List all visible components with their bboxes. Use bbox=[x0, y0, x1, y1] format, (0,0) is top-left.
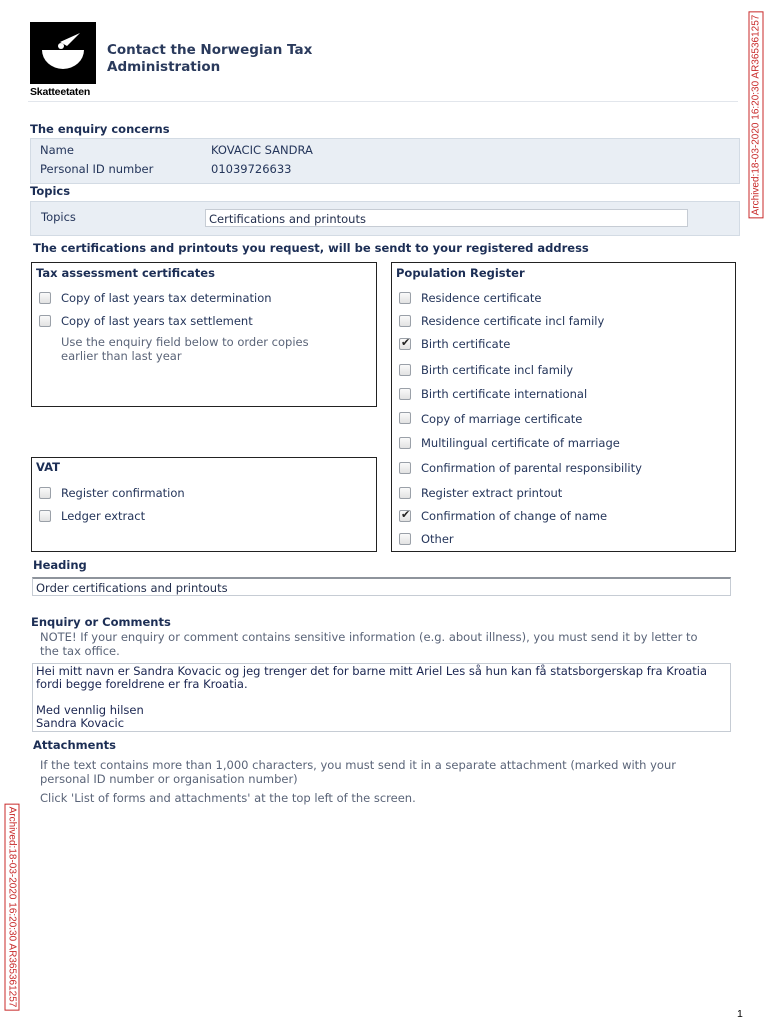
comments-textarea[interactable] bbox=[32, 663, 731, 732]
heading-input[interactable]: Order certifications and printouts bbox=[32, 577, 731, 596]
name-value: KOVACIC SANDRA bbox=[211, 143, 313, 157]
personal-id-label: Personal ID number bbox=[40, 162, 154, 176]
checkbox-parental-responsibility[interactable] bbox=[399, 462, 411, 474]
attachments-hint: Click 'List of forms and attachments' at the top left of the screen. bbox=[40, 791, 416, 805]
archive-stamp-left: Archived:18-03-2020 16:20:30 AR365361257 bbox=[5, 804, 20, 1011]
checkbox-residence-certificate-family[interactable] bbox=[399, 315, 411, 327]
logo-text: Skatteetaten bbox=[30, 86, 91, 98]
enquiry-heading: The enquiry concerns bbox=[30, 122, 170, 136]
checkbox-label: Copy of last years tax determination bbox=[61, 291, 272, 305]
checkbox-multilingual-marriage[interactable] bbox=[399, 437, 411, 449]
checkbox-other[interactable] bbox=[399, 533, 411, 545]
page-title-line1: Contact the Norwegian Tax bbox=[107, 42, 313, 58]
page-title bbox=[107, 42, 367, 76]
attachments-label: Attachments bbox=[33, 738, 116, 752]
checkbox-tax-settlement[interactable] bbox=[39, 315, 51, 327]
checkbox-marriage-certificate[interactable] bbox=[399, 412, 411, 424]
vat-title: VAT bbox=[36, 460, 60, 474]
checkbox-label: Copy of last years tax settlement bbox=[61, 314, 253, 328]
note-line: NOTE! If your enquiry or comment contains sensitive information (e.g. about illness), you must send it by letter to bbox=[40, 630, 698, 644]
logo-emblem-icon bbox=[30, 22, 96, 84]
comment-line: Sandra Kovacic bbox=[36, 716, 125, 730]
topics-select[interactable]: Certifications and printouts bbox=[205, 209, 688, 227]
checkbox-label: Residence certificate bbox=[421, 291, 542, 305]
certifications-notice: The certifications and printouts you request, will be sendt to your registered address bbox=[33, 241, 589, 255]
topics-label: Topics bbox=[41, 210, 76, 224]
tax-assessment-note bbox=[61, 336, 309, 363]
checkbox-register-extract[interactable] bbox=[399, 487, 411, 499]
checkbox-label: Copy of marriage certificate bbox=[421, 412, 583, 426]
checkbox-label: Confirmation of change of name bbox=[421, 509, 608, 523]
note-line: earlier than last year bbox=[61, 348, 182, 363]
checkbox-label: Birth certificate international bbox=[421, 387, 588, 401]
checkbox-label: Register extract printout bbox=[421, 486, 563, 500]
checkbox-residence-certificate[interactable] bbox=[399, 292, 411, 304]
note-line: If the text contains more than 1,000 characters, you must send it in a separate attachment (marked with your bbox=[40, 758, 676, 772]
comments-label: Enquiry or Comments bbox=[31, 615, 171, 629]
attachments-note bbox=[40, 759, 676, 786]
checkbox-birth-certificate[interactable] bbox=[399, 338, 411, 350]
checkbox-label: Birth certificate bbox=[421, 337, 511, 351]
name-label: Name bbox=[40, 143, 74, 157]
checkbox-label: Multilingual certificate of marriage bbox=[421, 436, 620, 450]
vat-box bbox=[31, 457, 377, 552]
checkbox-label: Other bbox=[421, 532, 454, 546]
heading-label: Heading bbox=[33, 558, 87, 572]
checkbox-ledger-extract[interactable] bbox=[39, 510, 51, 522]
archive-stamp-right: Archived:18-03-2020 16:20:30 AR365361257 bbox=[749, 12, 764, 219]
checkbox-label: Birth certificate incl family bbox=[421, 363, 574, 377]
note-line: the tax office. bbox=[40, 643, 120, 658]
personal-id-value: 01039726633 bbox=[211, 162, 292, 176]
comment-line: Hei mitt navn er Sandra Kovacic og jeg trenger det for barne mitt Ariel Les så hun kan få statsborgerskap fra Kroatia bbox=[36, 664, 708, 678]
checkbox-label: Ledger extract bbox=[61, 509, 146, 523]
note-line: personal ID number or organisation number) bbox=[40, 771, 298, 786]
note-line: Use the enquiry field below to order copies bbox=[61, 335, 309, 349]
comment-line: Med vennlig hilsen bbox=[36, 703, 144, 717]
header-divider bbox=[28, 101, 738, 102]
checkbox-label: Residence certificate incl family bbox=[421, 314, 605, 328]
page-number: 1 bbox=[737, 1008, 743, 1020]
comments-note bbox=[40, 631, 698, 658]
checkbox-register-confirmation[interactable] bbox=[39, 487, 51, 499]
page-title-line2: Administration bbox=[107, 59, 221, 75]
checkbox-birth-certificate-family[interactable] bbox=[399, 364, 411, 376]
comment-line: fordi begge foreldrene er fra Kroatia. bbox=[36, 677, 248, 691]
tax-assessment-title: Tax assessment certificates bbox=[36, 266, 215, 280]
checkbox-label: Confirmation of parental responsibility bbox=[421, 461, 642, 475]
topics-heading: Topics bbox=[30, 184, 71, 198]
enquiry-panel bbox=[30, 138, 740, 184]
skatteetaten-logo bbox=[30, 22, 96, 84]
checkbox-tax-determination[interactable] bbox=[39, 292, 51, 304]
population-register-title: Population Register bbox=[396, 266, 525, 280]
checkbox-birth-certificate-international[interactable] bbox=[399, 388, 411, 400]
checkbox-change-of-name[interactable] bbox=[399, 510, 411, 522]
checkbox-label: Register confirmation bbox=[61, 486, 185, 500]
